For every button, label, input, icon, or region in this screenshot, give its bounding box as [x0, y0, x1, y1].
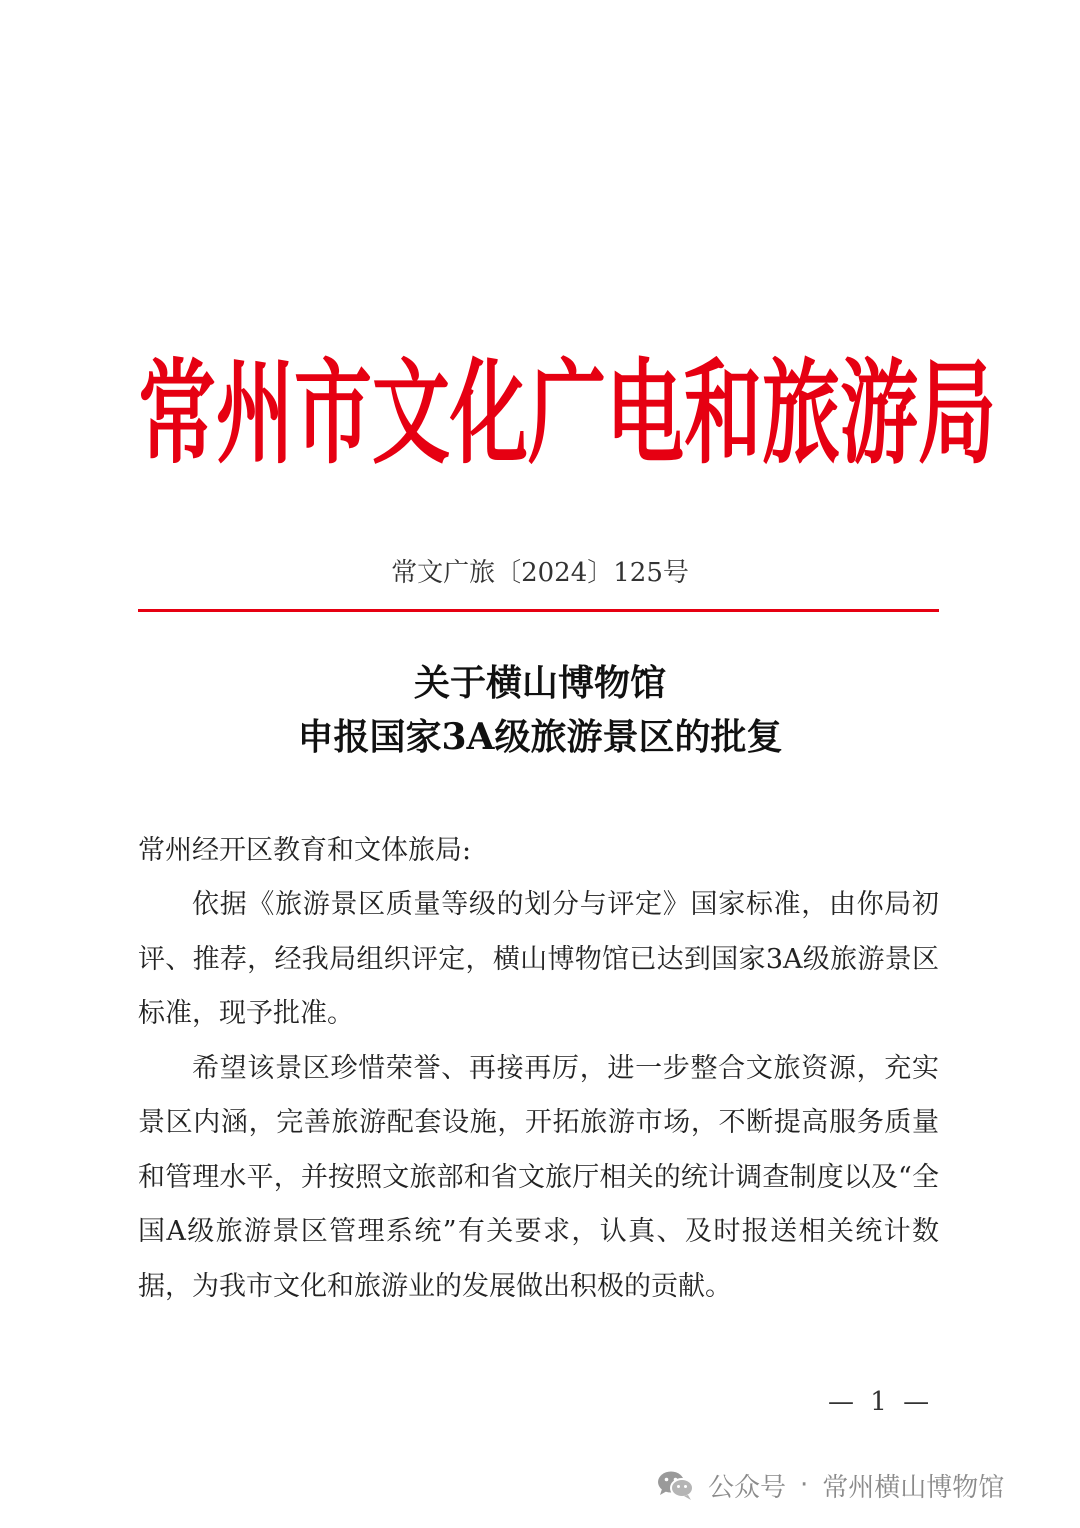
body-paragraph-1: 依据《旅游景区质量等级的划分与评定》国家标准，由你局初评、推荐，经我局组织评定，横山博物馆已达到国家3A级旅游景区标准，现予批准。	[138, 889, 939, 1029]
document-body	[138, 824, 939, 1314]
document-title	[0, 656, 1080, 764]
letterhead-org-name: 常州市文化广电和旅游局	[138, 348, 997, 481]
document-title-line-1: 关于横山博物馆	[413, 662, 666, 704]
body-paragraph-2: 希望该景区珍惜荣誉、再接再厉，进一步整合文旅资源，充实景区内涵，完善旅游配套设施，开拓旅游市场，不断提高服务质量和管理水平，并按照文旅部和省文旅厅相关的统计调查制度以及“全国A级旅游景区管理系统”有关要求，认真、及时报送相关统计数据，为我市文化和旅游业的发展做出积极的贡献。	[138, 1052, 939, 1302]
watermark-account-name: 常州横山博物馆	[822, 1472, 1005, 1503]
document-title-line-2: 申报国家3A级旅游景区的批复	[297, 716, 783, 758]
salutation: 常州经开区教育和文体旅局:	[138, 835, 472, 866]
wechat-icon	[656, 1469, 696, 1501]
watermark-label: 公众号	[708, 1472, 787, 1503]
red-divider-line	[138, 609, 939, 612]
watermark-separator: ·	[800, 1470, 809, 1500]
wechat-watermark	[656, 1465, 1004, 1505]
page-number: — 1 —	[828, 1387, 934, 1417]
document-number: 常文广旅〔2024〕125号	[391, 558, 689, 588]
